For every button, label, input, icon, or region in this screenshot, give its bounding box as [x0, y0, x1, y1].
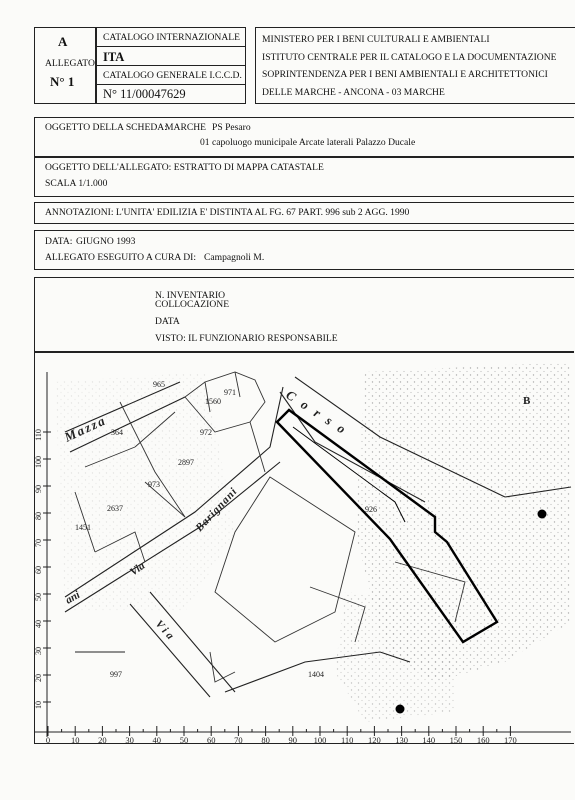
oggetto-allegato-line1: OGGETTO DELL'ALLEGATO: ESTRATTO DI MAPPA CATASTALE	[45, 162, 324, 173]
parcel-364: 364	[111, 428, 123, 437]
x-tick-label: 80	[261, 735, 270, 745]
ministry-line4: DELLE MARCHE - ANCONA - 03 MARCHE	[262, 87, 445, 98]
allegato-number: N° 1	[50, 74, 75, 89]
parcel-2637: 2637	[107, 504, 123, 513]
parcel-972: 972	[200, 428, 212, 437]
y-tick-label: 20	[34, 674, 43, 682]
parcel-926: 926	[365, 505, 377, 514]
catalog-general: CATALOGO GENERALE I.C.C.D.	[103, 70, 242, 81]
catalog-international: CATALOGO INTERNAZIONALE	[103, 32, 240, 43]
catalog-divider-2	[96, 65, 246, 66]
oggetto-allegato-scale: SCALA 1/1.000	[45, 178, 108, 189]
y-tick-label: 110	[34, 429, 43, 441]
x-tick-label: 0	[45, 735, 51, 745]
parcel-973: 973	[148, 480, 160, 489]
street-via-1: Via	[127, 559, 148, 579]
y-tick-label: 40	[34, 620, 43, 628]
street-ani: ani	[63, 588, 83, 607]
y-tick-label: 50	[34, 593, 43, 601]
street-barignani: Barignani	[193, 485, 241, 535]
oggetto-scheda-line2: 01 capoluogo municipale Arcate laterali Palazzo Ducale	[200, 137, 416, 148]
annotazioni-text: ANNOTAZIONI: L'UNITA' EDILIZIA E' DISTINTA AL FG. 67 PART. 996 sub 2 AGG. 1990	[45, 207, 410, 218]
parcel-1560: 1560	[205, 397, 221, 406]
oggetto-scheda-region: MARCHE	[165, 122, 207, 133]
catalog-number: N° 11/00047629	[103, 87, 186, 101]
x-tick-label: 10	[70, 735, 80, 745]
y-tick-label: 10	[34, 701, 43, 709]
parcel-997: 997	[110, 670, 122, 679]
parcel-965: 965	[153, 380, 165, 389]
y-tick-label: 100	[34, 456, 43, 468]
oggetto-scheda-label: OGGETTO DELLA SCHEDA:	[45, 122, 167, 133]
x-tick-label: 130	[395, 735, 408, 745]
x-tick-label: 40	[152, 735, 162, 745]
y-axis-ticks	[34, 429, 51, 709]
parcel-1404: 1404	[308, 670, 324, 679]
data-label: DATA:	[45, 236, 73, 247]
parcel-1451: 1451	[75, 523, 91, 532]
x-tick-label: 160	[476, 735, 490, 745]
y-tick-label: 60	[34, 566, 43, 574]
x-tick-label: 140	[422, 735, 436, 745]
ministry-line2: ISTITUTO CENTRALE PER IL CATALOGO E LA DOCUMENTAZIONE	[262, 52, 557, 63]
x-tick-label: 150	[449, 735, 463, 745]
x-tick-label: 120	[368, 735, 381, 745]
inventario-line1: N. INVENTARIO	[155, 290, 226, 301]
y-tick-label: 80	[34, 512, 43, 520]
eseguito-value: Campagnoli M.	[204, 252, 265, 263]
parcel-2897: 2897	[178, 458, 194, 467]
y-tick-label: 70	[34, 539, 43, 547]
data-value: GIUGNO 1993	[76, 236, 136, 247]
eseguito-label: ALLEGATO ESEGUITO A CURA DI:	[45, 252, 197, 263]
catalog-divider-1	[96, 46, 246, 47]
x-tick-label: 60	[206, 735, 216, 745]
catalog-code: ITA	[103, 50, 125, 64]
catalog-divider-3	[96, 84, 246, 85]
x-tick-label: 100	[313, 735, 327, 745]
street-mazza: Mazza	[61, 412, 109, 445]
allegato-label: ALLEGATO	[45, 58, 95, 69]
street-via-2: Via	[152, 617, 178, 645]
noise-region-west	[55, 372, 235, 612]
parcel-971: 971	[224, 388, 236, 397]
inventario-line3: DATA	[155, 316, 180, 327]
corner-mark: B	[523, 395, 531, 407]
oggetto-scheda-prov: PS Pesaro	[212, 122, 251, 133]
x-tick-label: 70	[234, 735, 243, 745]
x-tick-label: 20	[98, 735, 107, 745]
x-tick-label: 90	[288, 735, 298, 745]
y-tick-label: 30	[34, 647, 43, 655]
inventario-line2: COLLOCAZIONE	[155, 299, 230, 310]
cadastral-map	[34, 352, 571, 745]
ministry-line1: MINISTERO PER I BENI CULTURALI E AMBIENTALI	[262, 34, 490, 45]
street-corso: Corso	[283, 386, 356, 442]
x-tick-label: 30	[125, 735, 134, 745]
inventario-line4: VISTO: IL FUNZIONARIO RESPONSABILE	[155, 333, 338, 344]
x-tick-label: 110	[340, 735, 354, 745]
map-dot-right	[538, 510, 547, 519]
y-tick-label: 90	[34, 485, 43, 493]
map-dot-bottom	[396, 705, 405, 714]
allegato-letter: A	[58, 34, 68, 49]
ministry-line3: SOPRINTENDENZA PER I BENI AMBIENTALI E ARCHITETTONICI	[262, 69, 548, 80]
x-tick-label: 170	[504, 735, 517, 745]
x-tick-label: 50	[179, 735, 189, 745]
